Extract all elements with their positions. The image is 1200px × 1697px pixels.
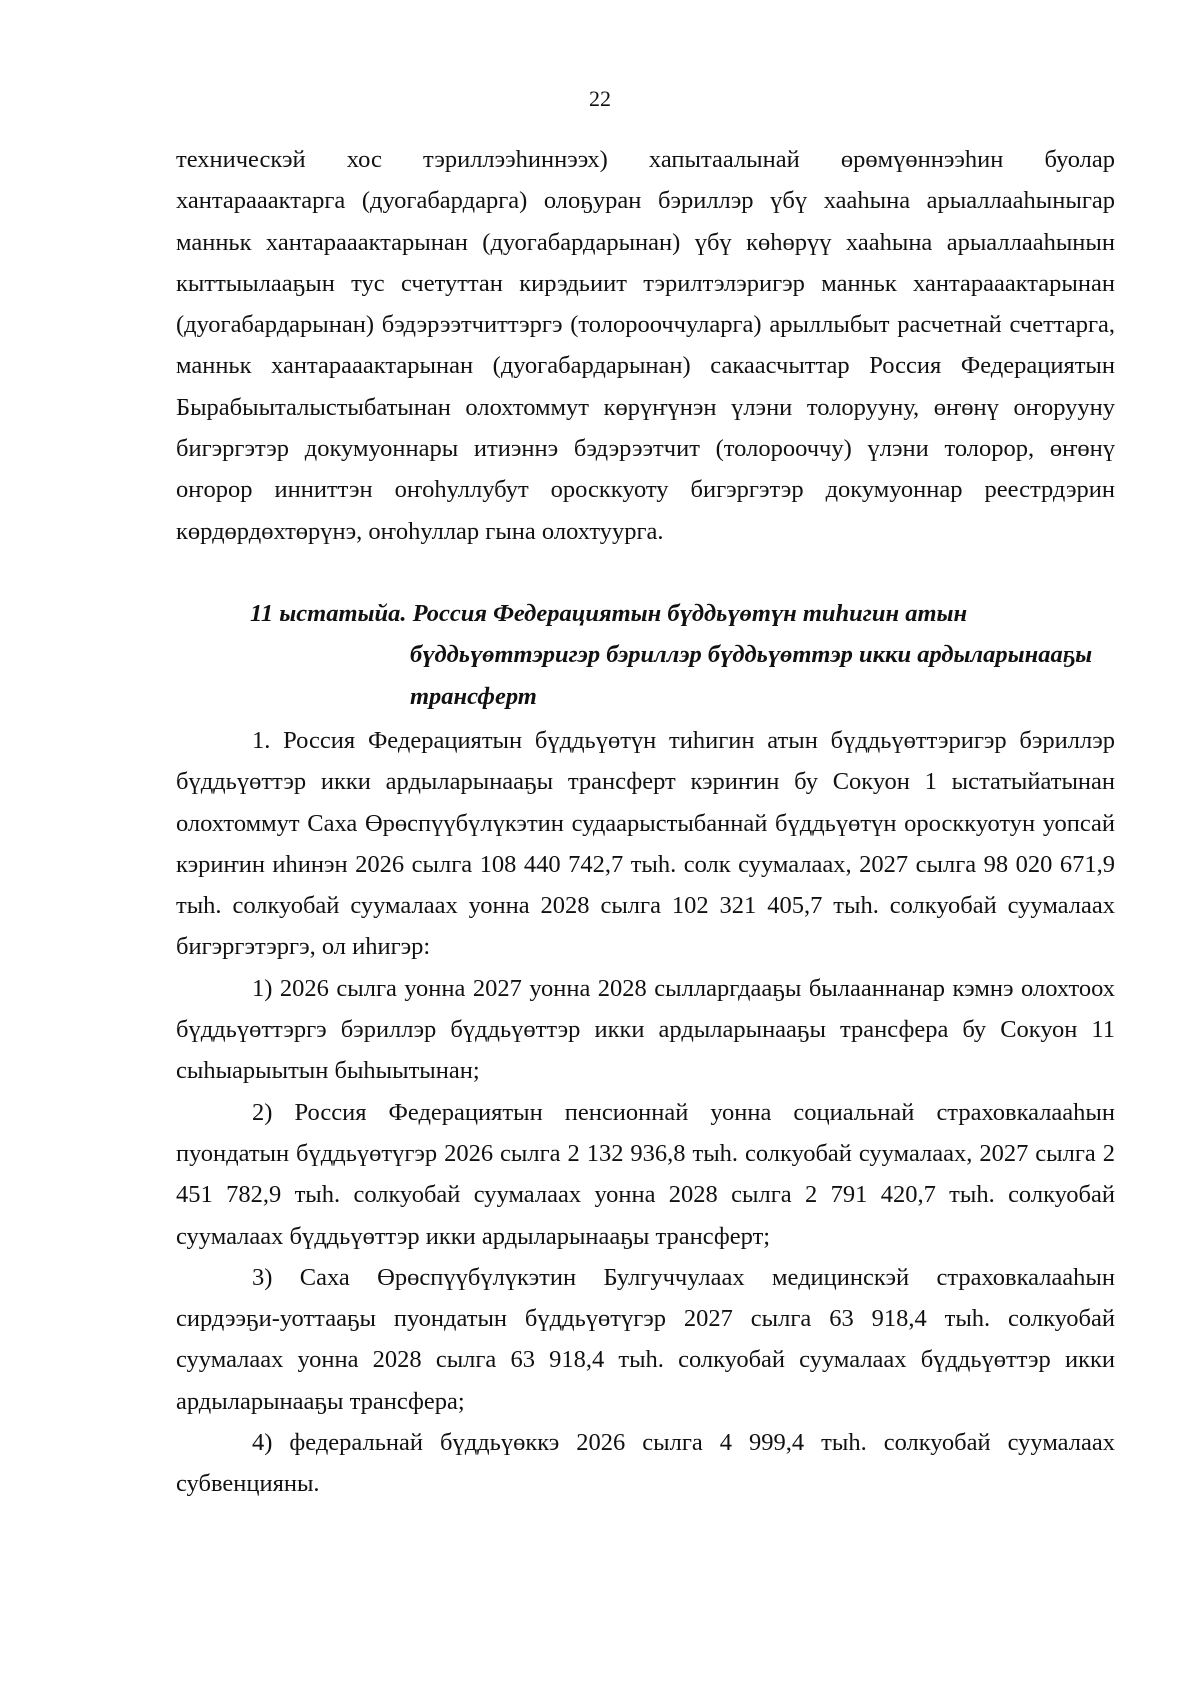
article-item-1: 1) 2026 сылга уонна 2027 уонна 2028 сылларгдааҕы былааннанар кэмнэ олохтоох бүддьүөттэргэ бэриллэр бүддьүөттэр икки ардыларынааҕы трансфера бу Сокуон 11 сыһыарыытын быһыытынан; bbox=[176, 974, 1115, 1085]
article-heading-line-1: 11 ыстатыйа. Россия Федерациятын бүддьүөтүн тиһигин атын bbox=[250, 600, 968, 627]
article-item-3: 3) Саха Өрөспүүбүлүкэтин Булгуччулаах медицинскэй страховкалааһын сирдээҕи-уоттааҕы пуондатын бүддьүөтүгэр 2027 сылга 63 918,4 тыһ. солкуобай суумалаах уонна 2028 сылга 63 918,4 тыһ. солкуобай суумалаах бүддьүөттэр икки ардыларынааҕы трансфера; bbox=[176, 1263, 1115, 1415]
intro-paragraph: техническэй хос тэриллээһиннээх) хапытаалынай өрөмүөннээһин буолар хантарааактарга (дуогабардарга) олоҕуран бэриллэр үбү хааһына арыаллааһыныгар манньк хантарааактарынан (дуогабардарынан) үбү көһөрүү хааһына арыаллааһынын кыттыылааҕын тус счетуттан кирэдьиит тэрилтэлэригэр манньк хантарааактарынан (дуогабардарынан) бэдэрээтчиттэргэ (толорооччуларга) арыллыбыт расчетнай счеттарга, манньк хантарааактарынан (дуогабардарынан) сакаасчыттар Россия Федерациятын Бырабыыталыстыбатынан олохтоммут көрүҥүнэн үлэни толорууну, өҥөнү оҥорууну бигэргэтэр докумуоннары итиэннэ бэдэрээтчит (толорооччу) үлэни толорор, өҥөнү оҥорор инниттэн оҥоһуллубут оросккуоту бигэргэтэр докумуоннар реестрдэрин көрдөрдөхтөрүнэ, оҥоһуллар гына олохтуурга. bbox=[176, 146, 1115, 545]
article-paragraph-1: 1. Россия Федерациятын бүддьүөтүн тиһигин атын бүддьүөттэригэр бэриллэр бүддьүөттэр икки ардыларынааҕы трансферт кэриҥин бу Сокуон 1 ыстатыйатынан олохтоммут Саха Өрөспүүбүлүкэтин судаарыстыбаннай бүддьүөтүн оросккуотун уопсай кэриҥин иһинэн 2026 сылга 108 440 742,7 тыһ. солк суумалаах, 2027 сылга 98 020 671,9 тыһ. солкуобай суумалаах уонна 2028 сылга 102 321 405,7 тыһ. солкуобай суумалаах бигэргэтэргэ, ол иһигэр: bbox=[176, 727, 1115, 961]
article-heading-line-2: бүддьүөттэригэр бэриллэр бүддьүөттэр икки ардыларынааҕы bbox=[410, 641, 1093, 669]
article-heading-line-3: трансферт bbox=[410, 682, 537, 710]
article-item-2: 2) Россия Федерациятын пенсионнай уонна социальнай страховкалааһын пуондатын бүддьүөтүгэр 2026 сылга 2 132 936,8 тыһ. солкуобай суумалаах, 2027 сылга 2 451 782,9 тыһ. солкуобай суумалаах уонна 2028 сылга 2 791 420,7 тыһ. солкуобай суумалаах бүддьүөттэр икки ардыларынааҕы трансферт; bbox=[176, 1098, 1115, 1250]
article-heading bbox=[250, 593, 1130, 717]
page-number: 22 bbox=[589, 86, 611, 111]
intro-paragraph-block bbox=[176, 139, 1115, 552]
article-body bbox=[176, 720, 1115, 1505]
article-item-4: 4) федеральнай бүддьүөккэ 2026 сылга 4 999,4 тыһ. солкуобай суумалаах субвенцияны. bbox=[176, 1429, 1115, 1498]
